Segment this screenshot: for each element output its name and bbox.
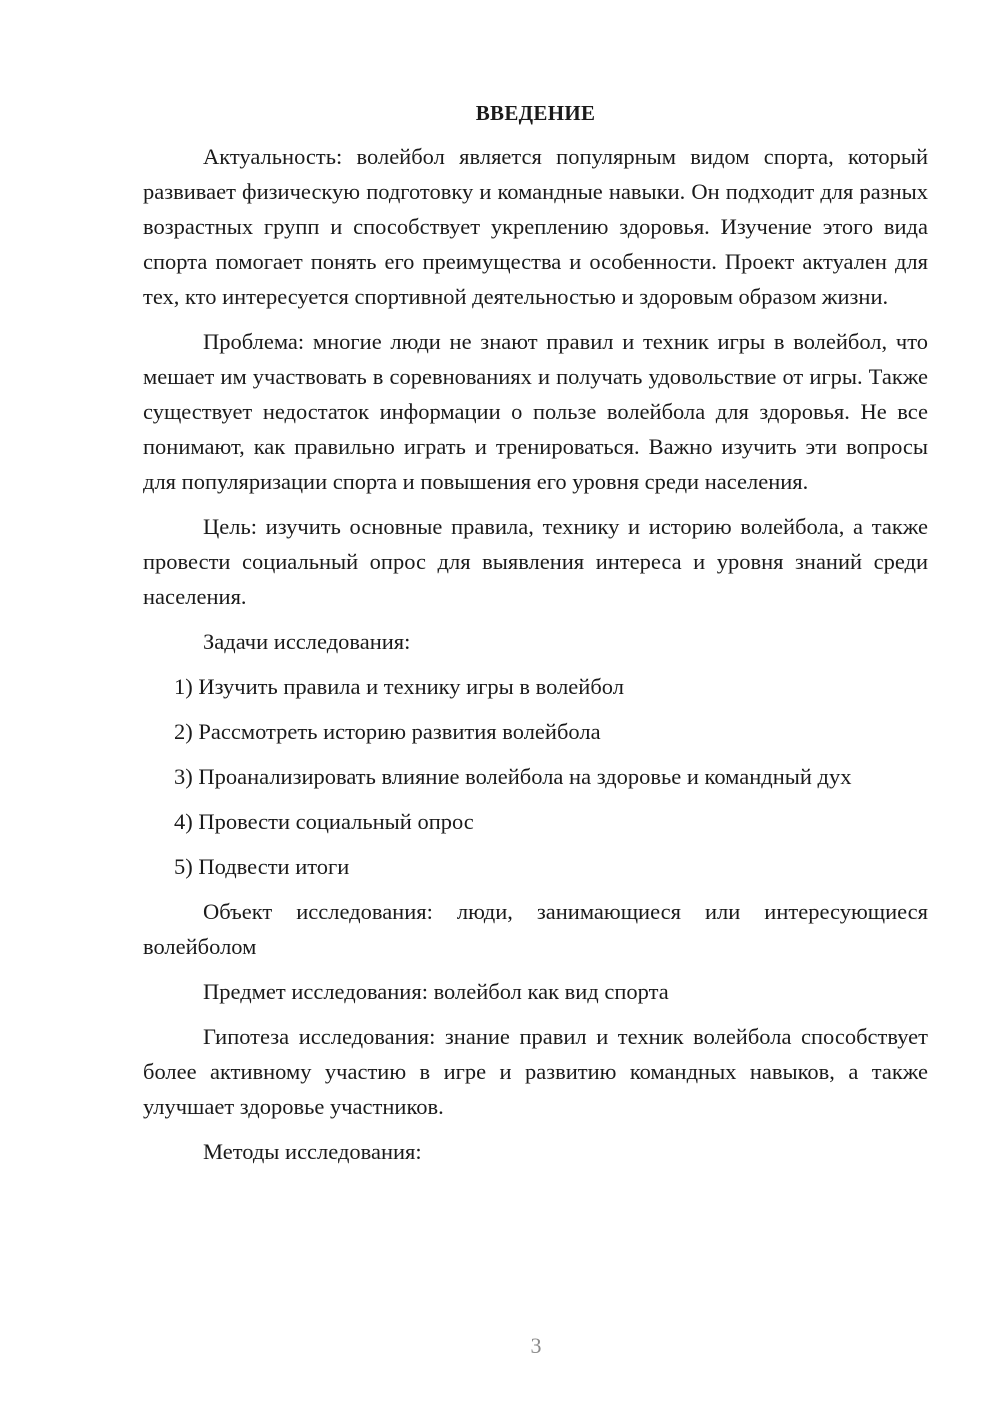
page-number: 3 bbox=[530, 1333, 542, 1358]
list-item: 2) Рассмотреть историю развития волейбола bbox=[174, 719, 601, 744]
tasks-list bbox=[143, 669, 928, 884]
page-body bbox=[143, 96, 928, 1179]
list-item: 5) Подвести итоги bbox=[174, 854, 350, 879]
list-item: 1) Изучить правила и технику игры в волейбол bbox=[174, 674, 624, 699]
relevance-paragraph: Актуальность: волейбол является популярным видом спорта, который развивает физическую подготовку и командные навыки. Он подходит для разных возрастных групп и способствует укреплению здоровья. Изучение этого вида спорта помогает понять его преимущества и особенности. Проект актуален для тех, кто интересуется спортивной деятельностью и здоровым образом жизни. bbox=[143, 144, 928, 309]
hypothesis-paragraph: Гипотеза исследования: знание правил и техник волейбола способствует более активному участию в игре и развитию командных навыков, а также улучшает здоровье участников. bbox=[143, 1024, 928, 1119]
list-item: 3) Проанализировать влияние волейбола на здоровье и командный дух bbox=[174, 764, 852, 789]
tasks-heading: Задачи исследования: bbox=[203, 629, 411, 654]
object-paragraph: Объект исследования: люди, занимающиеся или интересующиеся волейболом bbox=[143, 899, 928, 959]
subject-paragraph: Предмет исследования: волейбол как вид спорта bbox=[203, 979, 669, 1004]
problem-paragraph: Проблема: многие люди не знают правил и техник игры в волейбол, что мешает им участвовать в соревнованиях и получать удовольствие от игры. Также существует недостаток информации о пользе волейбола для здоровья. Не все понимают, как правильно играть и тренироваться. Важно изучить эти вопросы для популяризации спорта и повышения его уровня среди населения. bbox=[143, 329, 928, 494]
list-item: 4) Провести социальный опрос bbox=[174, 809, 474, 834]
goal-paragraph: Цель: изучить основные правила, технику и историю волейбола, а также провести социальный опрос для выявления интереса и уровня знаний среди населения. bbox=[143, 514, 928, 609]
page-title: ВВЕДЕНИЕ bbox=[475, 101, 596, 125]
methods-heading: Методы исследования: bbox=[203, 1139, 422, 1164]
